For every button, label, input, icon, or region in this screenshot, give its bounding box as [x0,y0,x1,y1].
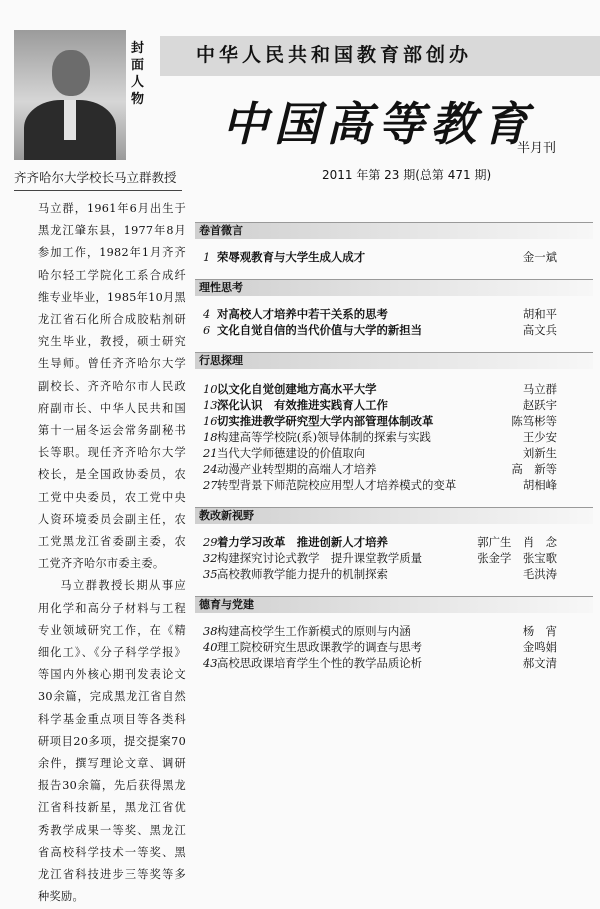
section-items [195,524,593,582]
toc-entry[interactable] [195,461,593,477]
section-heading: 行思探理 [195,352,593,369]
toc-section [195,222,593,265]
divider [14,190,182,191]
section-heading: 卷首微言 [195,222,593,239]
entry-author: 杨 宵 [522,624,557,638]
entry-author: 刘新生 [522,446,557,460]
entry-title: 文化自觉自信的当代价值与大学的新担当 [217,323,423,337]
photo-caption: 齐齐哈尔大学校长马立群教授 [14,170,177,185]
entry-title: 以文化自觉创建地方高水平大学 [217,382,377,396]
entry-title: 构建高校学生工作新模式的原则与内涵 [217,624,411,638]
toc-entry[interactable] [195,655,593,671]
entry-title: 深化认识 有效推进实践育人工作 [217,398,388,412]
bio-paragraph: 马立群，1961年6月出生于黑龙江肇东县，1977年8月参加工作，1982年1月齐齐哈尔轻工学院化工系合成纤维专业毕业，1985年10月黑龙江省石化所合成胶粘剂研究生毕业，教授，硕士研究生导师。曾任齐齐哈尔大学副校长、齐齐哈尔市人民政府副市长、中华人民共和国第十一届冬运会常务副秘书长等职。现任齐齐哈尔大学校长，是全国政协委员，农工党中央委员，农工党中央人资环境委员会副主任，农工党黑龙江省委副主委，农工党齐齐哈尔市委主委。 [38,202,186,571]
entry-page-number: 35 [203,567,218,581]
section-items [195,613,593,671]
section-items [195,239,593,265]
entry-title: 高校思政课培育学生个性的教学品质论析 [217,656,423,670]
entry-page-number: 4 [203,307,211,321]
issue-number: 2011 年第 23 期(总第 471 期) [322,168,492,182]
entry-page-number: 6 [203,323,211,337]
entry-page-number: 38 [203,624,218,638]
photo-figure-head [52,50,90,96]
toc-section [195,507,593,582]
toc-entry[interactable] [195,306,593,322]
entry-author: 高 新等 [511,462,557,476]
cover-person-label: 封面人物 [131,41,145,107]
entry-author: 陈笃彬等 [511,414,557,428]
entry-title: 对高校人才培养中若干关系的思考 [217,307,388,321]
entry-page-number: 16 [203,414,218,428]
entry-title: 着力学习改革 推进创新人才培养 [217,535,388,549]
section-heading: 教改新视野 [195,507,593,524]
section-heading: 德育与党建 [195,596,593,613]
cover-photo [14,30,126,160]
entry-title: 高校教师教学能力提升的机制探索 [217,567,388,581]
bio-paragraph: 马立群教授长期从事应用化学和高分子材料与工程专业领域研究工作，在《精细化工》、《分子科学学报》等国内外核心期刊发表论文30余篇，完成黑龙江省自然科学基金重点项目等各类科研项目20多项，提交提案70余件，撰写理论文章、调研报告30余篇，先后获得黑龙江省科技新星，黑龙江省优秀教学成果一等奖、黑龙江省高校科学技术一等奖、黑龙江省科技进步三等奖等多种奖励。 [38,579,186,904]
magazine-title: 中国高等教育 [222,97,534,151]
entry-author: 赵跃宇 [522,398,557,412]
entry-page-number: 32 [203,551,218,565]
photo-figure-shirt [64,100,76,140]
toc-entry[interactable] [195,623,593,639]
entry-title: 转型背景下师范院校应用型人才培养模式的变革 [217,478,457,492]
entry-page-number: 1 [203,250,211,264]
toc-entry[interactable] [195,322,593,338]
entry-author: 金鸣娟 [522,640,557,654]
entry-page-number: 27 [203,478,218,492]
entry-page-number: 24 [203,462,218,476]
entry-page-number: 40 [203,640,218,654]
entry-author: 高文兵 [522,323,557,337]
toc-entry[interactable] [195,477,593,493]
entry-page-number: 10 [203,382,218,396]
toc-entry[interactable] [195,413,593,429]
toc-section [195,596,593,671]
biography [38,198,186,909]
entry-page-number: 21 [203,446,218,460]
entry-title: 构建高等学校院(系)领导体制的探索与实践 [217,430,431,444]
entry-author: 马立群 [522,382,557,396]
toc-entry[interactable] [195,534,593,550]
entry-author: 胡和平 [522,307,557,321]
sponsor-line: 中华人民共和国教育部创办 [196,44,473,66]
section-items [195,369,593,493]
entry-author: 毛洪涛 [522,567,557,581]
entry-author: 胡相峰 [522,478,557,492]
entry-author: 金一斌 [522,250,557,264]
entry-page-number: 43 [203,656,218,670]
toc-entry[interactable] [195,445,593,461]
entry-author: 郝文清 [522,656,557,670]
entry-title: 构建探究讨论式教学 提升课堂教学质量 [217,551,423,565]
toc-entry[interactable] [195,566,593,582]
table-of-contents [195,222,593,671]
entry-author: 郭广生 肖 念 [477,535,557,549]
entry-title: 荣辱观教育与大学生成人成才 [217,250,366,264]
toc-entry[interactable] [195,550,593,566]
entry-page-number: 13 [203,398,218,412]
toc-section [195,352,593,493]
section-items [195,296,593,338]
entry-author: 王少安 [522,430,557,444]
toc-entry[interactable] [195,639,593,655]
entry-page-number: 29 [203,535,218,549]
toc-entry[interactable] [195,397,593,413]
toc-entry[interactable] [195,429,593,445]
entry-page-number: 18 [203,430,218,444]
entry-title: 当代大学师德建设的价值取向 [217,446,366,460]
entry-title: 动漫产业转型期的高端人才培养 [217,462,377,476]
toc-entry[interactable] [195,381,593,397]
magazine-frequency: 半月刊 [517,141,557,156]
entry-title: 理工院校研究生思政课教学的调查与思考 [217,640,423,654]
entry-author: 张金学 张宝歌 [477,551,557,565]
section-heading: 理性思考 [195,279,593,296]
entry-title: 切实推进教学研究型大学内部管理体制改革 [217,414,434,428]
toc-entry[interactable] [195,249,593,265]
toc-section [195,279,593,338]
